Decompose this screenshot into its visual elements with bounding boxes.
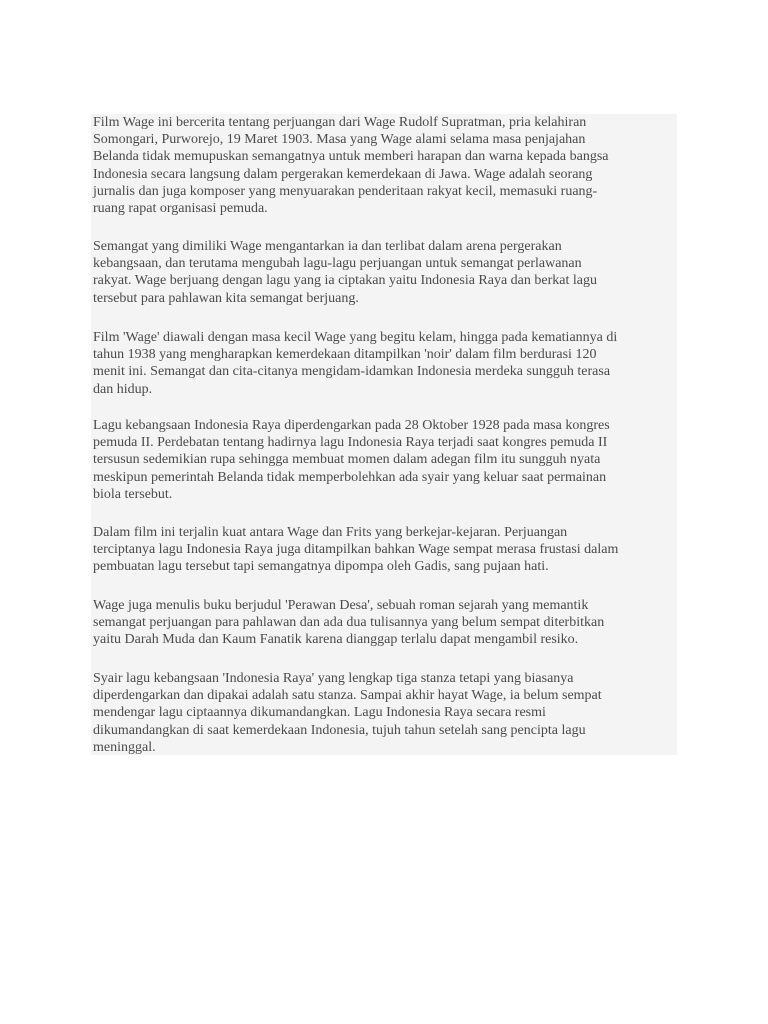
paragraph-line: yaitu Darah Muda dan Kaum Fanatik karena dianggap terlalu dapat mengambil resiko.: [93, 632, 579, 648]
paragraph-line: tahun 1938 yang mengharapkan kemerdekaan ditampilkan 'noir' dalam film berdurasi 120: [93, 347, 597, 363]
paragraph-line: Indonesia secara langsung dalam pergerakan kemerdekaan di Jawa. Wage adalah seorang: [93, 166, 593, 182]
paragraph-line: semangat perjuangan para pahlawan dan ada dua tulisannya yang belum sempat diterbitkan: [93, 615, 605, 631]
paragraph-line: pembuatan lagu tersebut tapi semangatnya dipompa oleh Gadis, sang pujaan hati.: [93, 559, 549, 575]
paragraph-line: Film 'Wage' diawali dengan masa kecil Wage yang begitu kelam, hingga pada kematiannya di: [93, 330, 618, 345]
document-text-block: [91, 114, 677, 755]
paragraph-line: Semangat yang dimiliki Wage mengantarkan ia dan terlibat dalam arena pergerakan: [93, 239, 562, 254]
paragraph-2: [93, 238, 679, 307]
paragraph-line: biola tersebut.: [93, 486, 173, 502]
paragraph-line: Lagu kebangsaan Indonesia Raya diperdengarkan pada 28 Oktober 1928 pada masa kongres: [93, 418, 610, 433]
paragraph-line: Dalam film ini terjalin kuat antara Wage dan Frits yang berkejar-kejaran. Perjuangan: [93, 525, 568, 540]
paragraph-line: diperdengarkan dan dipakai adalah satu stanza. Sampai akhir hayat Wage, ia belum sempat: [93, 688, 602, 704]
paragraph-line: terciptanya lagu Indonesia Raya juga ditampilkan bahkan Wage sempat merasa frustasi dalam: [93, 542, 619, 558]
paragraph-line: ruang rapat organisasi pemuda.: [93, 201, 268, 217]
paragraph-line: jurnalis dan juga komposer yang menyuarakan penderitaan rakyat kecil, memasuki ruang-: [93, 183, 598, 199]
paragraph-line: Belanda tidak memupuskan semangatnya untuk memberi harapan dan warna kepada bangsa: [93, 149, 609, 165]
paragraph-4: [93, 417, 679, 503]
paragraph-line: rakyat. Wage berjuang dengan lagu yang ia ciptakan yaitu Indonesia Raya dan berkat lagu: [93, 273, 597, 289]
paragraph-1: [93, 114, 679, 217]
paragraph-line: Film Wage ini bercerita tentang perjuangan dari Wage Rudolf Supratman, pria kelahiran: [93, 115, 587, 130]
paragraph-line: dikumandangkan di saat kemerdekaan Indonesia, tujuh tahun setelah sang pencipta lagu: [93, 722, 586, 738]
paragraph-line: mendengar lagu ciptaannya dikumandangkan. Lagu Indonesia Raya secara resmi: [93, 705, 546, 721]
paragraph-line: Wage juga menulis buku berjudul 'Perawan Desa', sebuah roman sejarah yang memantik: [93, 598, 589, 613]
paragraph-line: Somongari, Purworejo, 19 Maret 1903. Masa yang Wage alami selama masa penjajahan: [93, 132, 586, 148]
paragraph-line: pemuda II. Perdebatan tentang hadirnya lagu Indonesia Raya terjadi saat kongres pemuda II: [93, 435, 608, 451]
paragraph-line: meskipun pemerintah Belanda tidak memperbolehkan ada syair yang keluar saat permainan: [93, 469, 607, 485]
paragraph-line: meninggal.: [93, 739, 156, 755]
paragraph-6: [93, 597, 679, 649]
paragraph-line: kebangsaan, dan terutama mengubah lagu-lagu perjuangan untuk semangat perlawanan: [93, 256, 582, 272]
paragraph-line: Syair lagu kebangsaan 'Indonesia Raya' yang lengkap tiga stanza tetapi yang biasanya: [93, 671, 574, 686]
paragraph-line: tersusun sedemikian rupa sehingga membuat momen dalam adegan film itu sungguh nyata: [93, 452, 601, 468]
paragraph-3: [93, 329, 679, 398]
paragraph-line: dan hidup.: [93, 381, 153, 397]
paragraph-5: [93, 524, 679, 576]
paragraph-line: menit ini. Semangat dan cita-citanya mengidam-idamkan Indonesia merdeka sungguh terasa: [93, 364, 611, 380]
paragraph-line: tersebut para pahlawan kita semangat berjuang.: [93, 290, 359, 306]
paragraph-7: [93, 670, 679, 756]
